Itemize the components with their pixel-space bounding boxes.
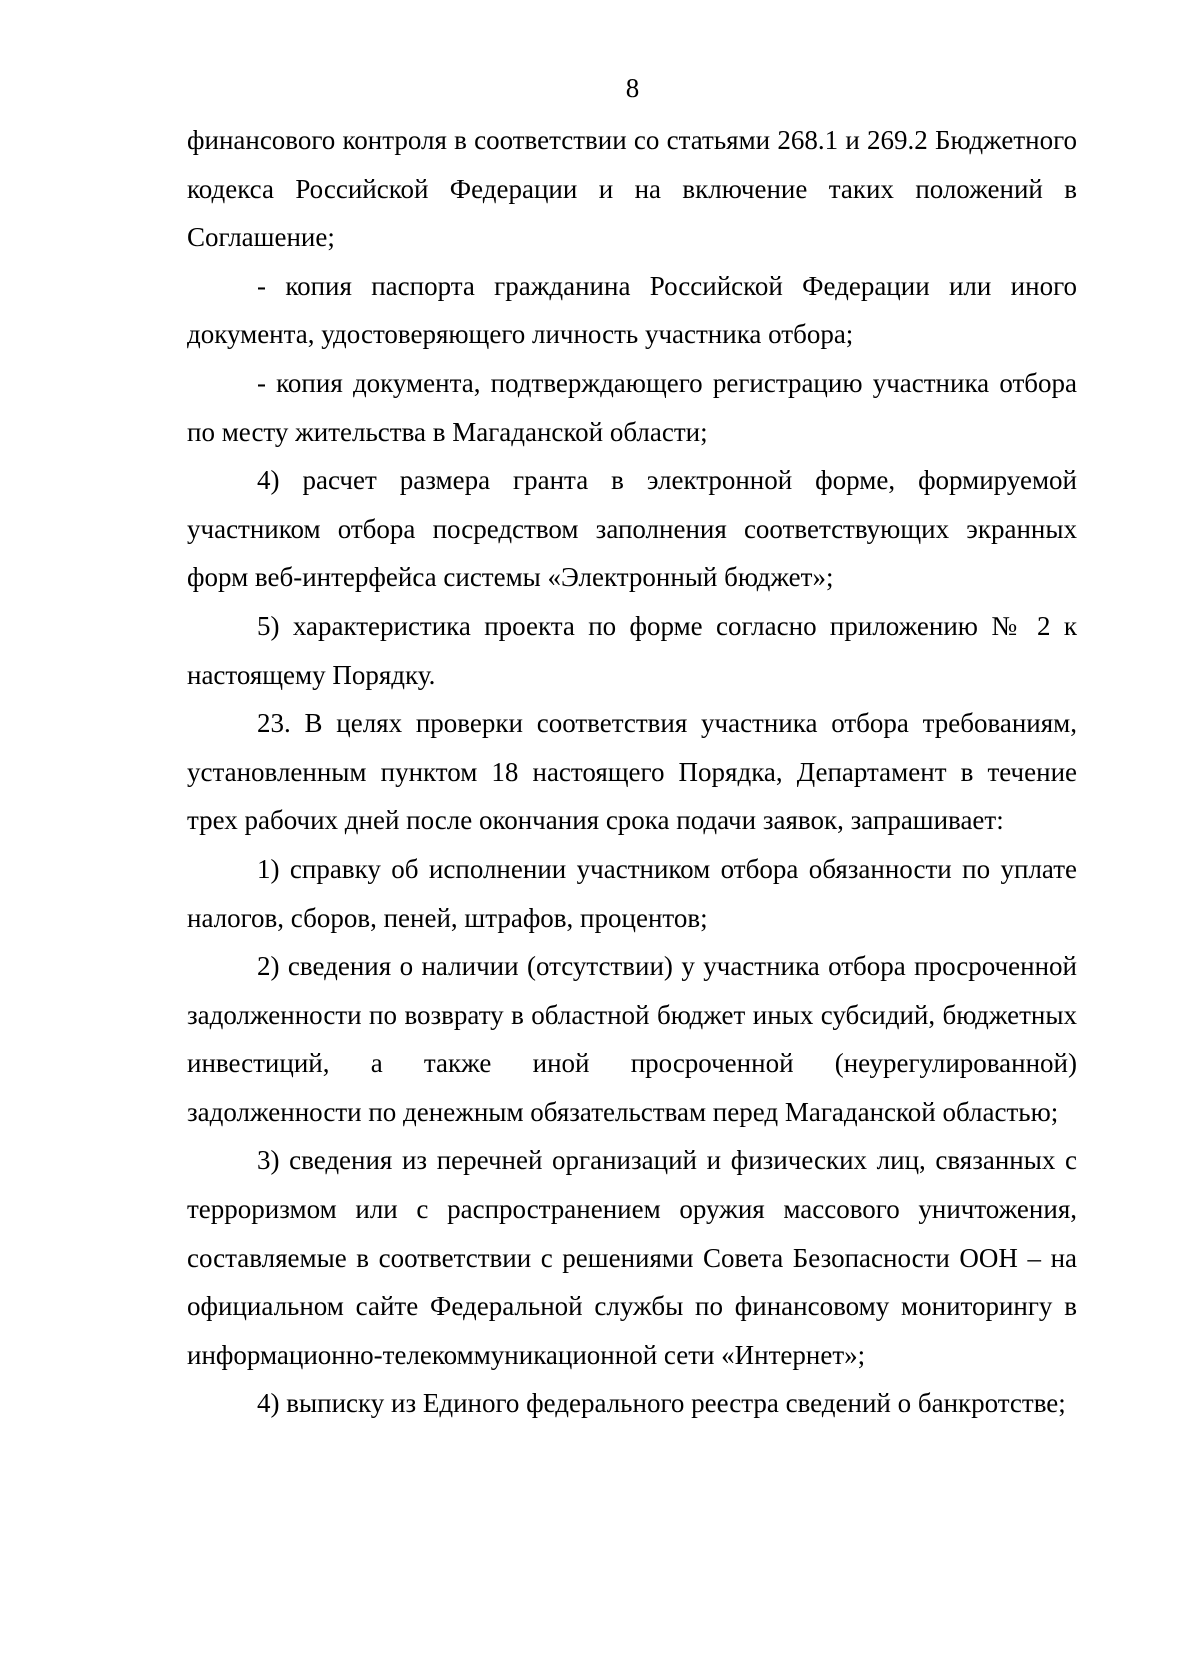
page-number: 8: [625, 73, 640, 103]
paragraph-item-4-grant-calculation: 4) расчет размера гранта в электронной форме, формируемой участником отбора посредством заполнения соответствующих экранных форм веб-интерфейса системы «Электронный бюджет»;: [187, 465, 1077, 593]
paragraph-item-3-terrorism-lists: 3) сведения из перечней организаций и физических лиц, связанных с терроризмом или с распространением оружия массового уничтожения, составляемые в соответствии с решениями Совета Безопасности ООН – на официальном сайте Федеральной службы по финансовому мониторингу в информационно-телекоммуникационной сети «Интернет»;: [187, 1145, 1077, 1370]
paragraph-item-5-project-description: 5) характеристика проекта по форме согласно приложению № 2 к настоящему Порядку.: [187, 610, 1077, 690]
paragraph-continuation: финансового контроля в соответствии со статьями 268.1 и 269.2 Бюджетного кодекса Российской Федерации и на включение таких положений в Соглашение;: [187, 125, 1077, 253]
paragraph-item-2-debt-info: 2) сведения о наличии (отсутствии) у участника отбора просроченной задолженности по возврату в областной бюджет иных субсидий, бюджетных инвестиций, а также иной просроченной (неурегулированной) задолженности по денежным обязательствам перед Магаданской областью;: [187, 951, 1077, 1127]
paragraph-registration-copy: - копия документа, подтверждающего регистрацию участника отбора по месту жительства в Магаданской области;: [187, 367, 1077, 447]
document-body: [187, 116, 1077, 1428]
paragraph-item-4-bankruptcy-extract: 4) выписку из Единого федерального реестра сведений о банкротстве;: [257, 1388, 1066, 1419]
paragraph-clause-23: 23. В целях проверки соответствия участника отбора требованиям, установленным пунктом 18 настоящего Порядка, Департамент в течение трех рабочих дней после окончания срока подачи заявок, запрашивает:: [187, 708, 1077, 836]
paragraph-passport-copy: - копия паспорта гражданина Российской Федерации или иного документа, удостоверяющего личность участника отбора;: [187, 270, 1077, 350]
paragraph-item-1-tax-certificate: 1) справку об исполнении участником отбора обязанности по уплате налогов, сборов, пеней, штрафов, процентов;: [187, 853, 1077, 933]
